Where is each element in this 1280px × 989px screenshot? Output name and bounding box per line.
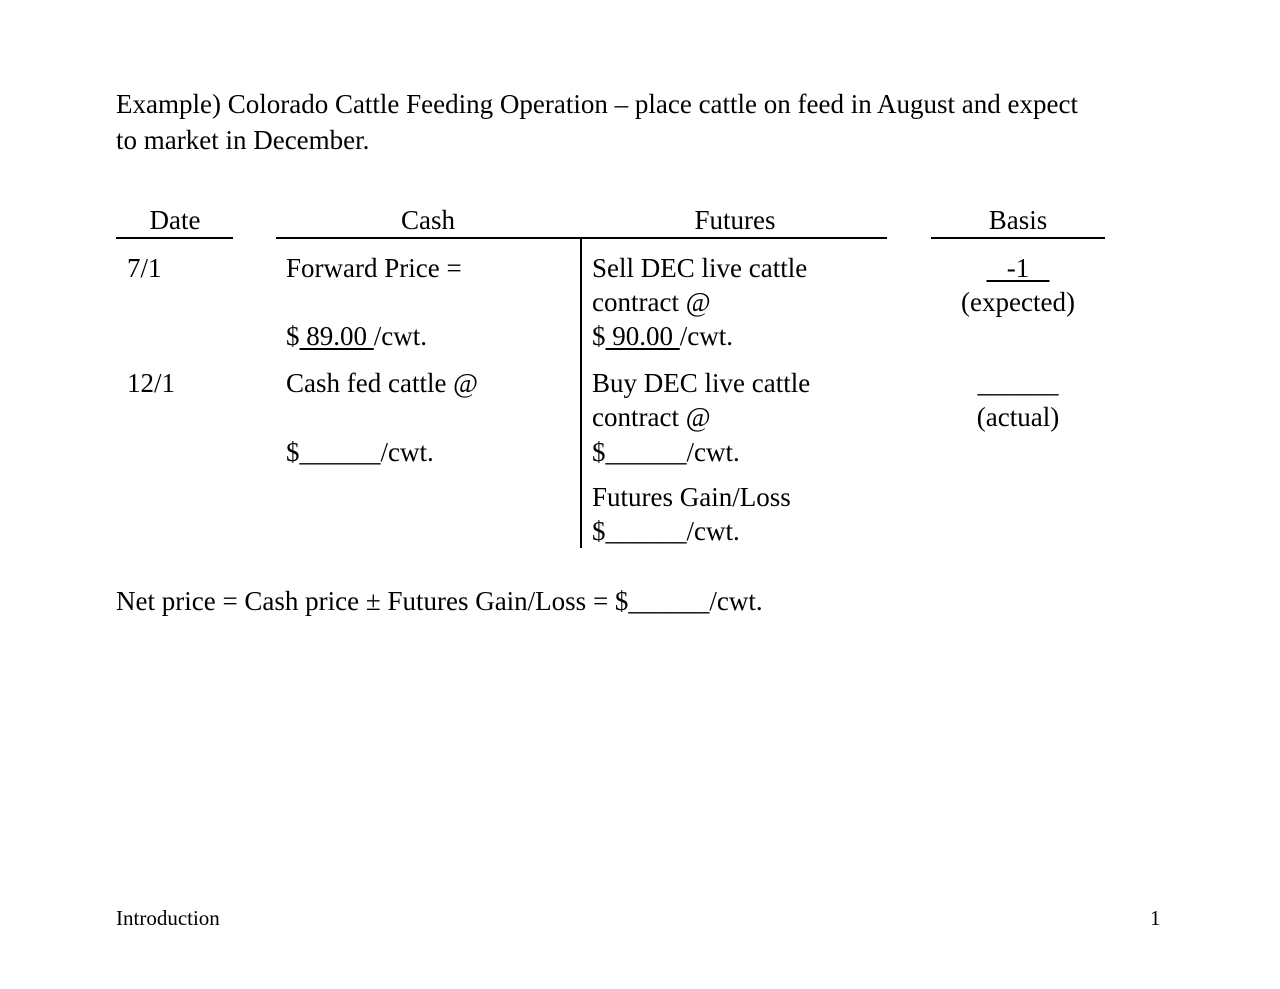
row-1-futures-prefix: $ <box>592 321 606 351</box>
gain-loss-label: Futures Gain/Loss <box>592 482 791 512</box>
row-1-cash-suffix: /cwt. <box>373 321 427 351</box>
row-1-futures-price <box>592 323 733 350</box>
row-2-date: 12/1 <box>127 368 176 398</box>
row-1-cash-prefix: $ <box>286 321 300 351</box>
row-2-basis-note: (actual) <box>976 402 1060 432</box>
header-rule-basis <box>931 237 1105 239</box>
header-rule-date <box>116 237 233 239</box>
row-1-cash-label: Forward Price = <box>286 253 462 283</box>
footer-section: Introduction <box>116 906 220 930</box>
row-1-basis-note: (expected) <box>961 287 1075 317</box>
header-cash: Cash <box>401 205 455 235</box>
row-2-futures-line-2: contract @ <box>592 402 711 432</box>
gain-loss-price: $______/cwt. <box>592 516 740 546</box>
row-1-cash-price <box>286 323 427 350</box>
row-2-cash-price: $______/cwt. <box>286 437 434 467</box>
row-2-cash-label: Cash fed cattle @ <box>286 368 479 398</box>
row-2-futures-line-1: Buy DEC live cattle <box>592 368 811 398</box>
intro-line-2: to market in December. <box>116 125 370 155</box>
column-divider <box>580 238 582 548</box>
net-price-formula: Net price = Cash price ± Futures Gain/Loss = $______/cwt. <box>116 586 763 616</box>
row-1-basis-value: -1 <box>986 253 1050 283</box>
row-2-basis-value: ______ <box>977 368 1059 398</box>
intro-line-1: Example) Colorado Cattle Feeding Operation – place cattle on feed in August and expect <box>116 89 1078 119</box>
row-1-futures-value: 90.00 <box>605 321 680 351</box>
row-1-basis-value-wrap <box>931 255 1105 282</box>
row-1-cash-value: 89.00 <box>299 321 374 351</box>
footer-page-number: 1 <box>1150 906 1161 930</box>
header-basis: Basis <box>988 205 1048 235</box>
header-date: Date <box>149 205 201 235</box>
row-1-futures-line-2: contract @ <box>592 287 711 317</box>
row-1-date: 7/1 <box>127 253 162 283</box>
row-2-futures-price: $______/cwt. <box>592 437 740 467</box>
row-1-futures-line-1: Sell DEC live cattle <box>592 253 808 283</box>
header-futures: Futures <box>694 205 776 235</box>
row-1-futures-suffix: /cwt. <box>679 321 733 351</box>
